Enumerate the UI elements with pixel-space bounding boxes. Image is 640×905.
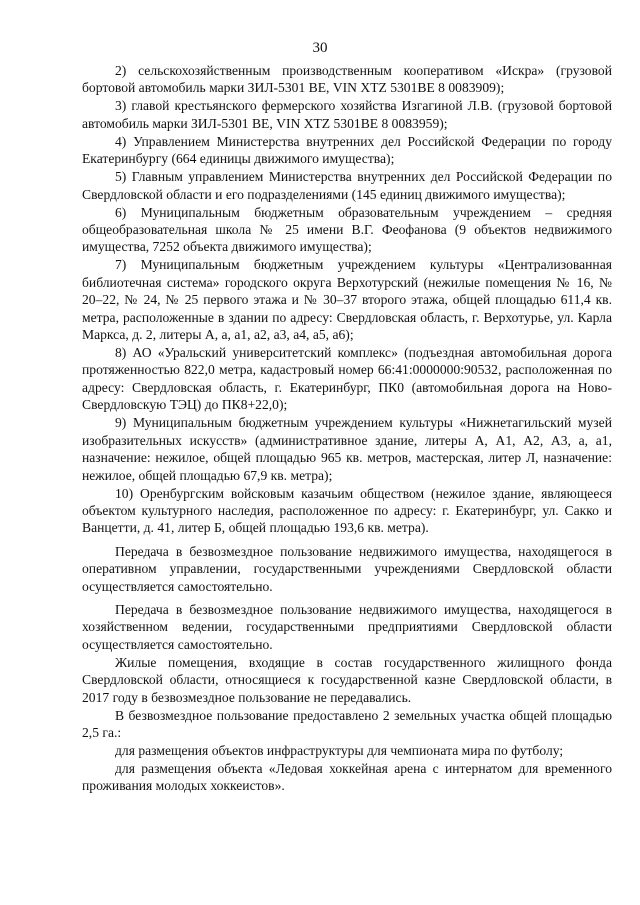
page-number: 30 (312, 40, 328, 56)
paragraph-item-3: 3) главой крестьянского фермерского хозяйства Изгагиной Л.В. (грузовой бортовой автомобиль марки ЗИЛ-5301 ВЕ, VIN XTZ 5301ВЕ 8 0083959); (82, 98, 612, 131)
paragraph-item-7: 7) Муниципальным бюджетным учреждением культуры «Централизованная библиотечная система» городского округа Верхотурский (нежилые помещения № 16, № 20–22, № 24, № 25 первого этажа и № 30–37 второго этажа, общей площадью 611,4 кв. метра, расположенные в здании по адресу: Свердловская область, г. Верхотурье, ул. Карла Маркса, д. 2, литеры А, а, а1, а2, а3, а4, а5, а6); (82, 257, 612, 343)
paragraph-item-5: 5) Главным управлением Министерства внутренних дел Российской Федерации по Свердловской области и его подразделениями (145 единиц движимого имущества); (82, 169, 612, 202)
paragraph-housing: Жилые помещения, входящие в состав государственного жилищного фонда Свердловской области, относящиеся к государственной казне Свердловской области, в 2017 году в безвозмездное пользование не передавались. (82, 654, 612, 705)
paragraph-item-8: 8) АО «Уральский университетский комплекс» (подъездная автомобильная дорога протяженностью 822,0 метра, кадастровый номер 66:41:0000000:90532, расположенная по адресу: Свердловская область, г. Екатеринбург, ПК0 (автомобильная дорога на Ново-Свердловскую ТЭЦ) до ПК8+22,0); (82, 345, 612, 413)
paragraph-item-10: 10) Оренбургским войсковым казачьим обществом (нежилое здание, являющееся объектом культурного наследия, расположенное по адресу: г. Екатеринбург, ул. Сакко и Ванцетти, д. 41, литер Б, общей площадью 193,6 кв. метра). (82, 485, 612, 536)
paragraph-transfer-economic: Передача в безвозмездное пользование недвижимого имущества, находящегося в хозяйственном ведении, государственными предприятиями Свердловской области осуществляется самостоятельно. (82, 601, 612, 652)
paragraph-transfer-operational: Передача в безвозмездное пользование недвижимого имущества, находящегося в оперативном управлении, государственными учреждениями Свердловской области осуществляется самостоятельно. (82, 543, 612, 594)
paragraph-land-ice-arena: для размещения объекта «Ледовая хоккейная арена с интернатом для временного проживания молодых хоккеистов». (82, 760, 612, 794)
paragraph-item-6: 6) Муниципальным бюджетным образовательным учреждением – средняя общеобразовательная школа № 25 имени В.Г. Феофанова (9 объектов недвижимого имущества, 7252 объекта движимого имущества); (82, 204, 612, 255)
paragraph-item-2: 2) сельскохозяйственным производственным кооперативом «Искра» (грузовой бортовой автомобиль марки ЗИЛ-5301 ВЕ, VIN XTZ 5301ВЕ 8 0083909); (82, 63, 612, 96)
paragraph-item-9: 9) Муниципальным бюджетным учреждением культуры «Нижнетагильский музей изобразительных искусств» (административное здание, литеры А, А1, А2, А3, а, а1, назначение: нежилое, общей площадью 965 кв. метров, мастерская, литер Л, назначение: нежилое, общей площадью 67,9 кв. метра); (82, 415, 612, 483)
document-body (82, 62, 612, 795)
paragraph-land-football: для размещения объектов инфраструктуры для чемпионата мира по футболу; (115, 742, 564, 758)
paragraph-item-4: 4) Управлением Министерства внутренних дел Российской Федерации по городу Екатеринбургу (664 единицы движимого имущества); (82, 133, 612, 167)
paragraph-land-plots: В безвозмездное пользование предоставлено 2 земельных участка общей площадью 2,5 га.: (82, 707, 612, 740)
